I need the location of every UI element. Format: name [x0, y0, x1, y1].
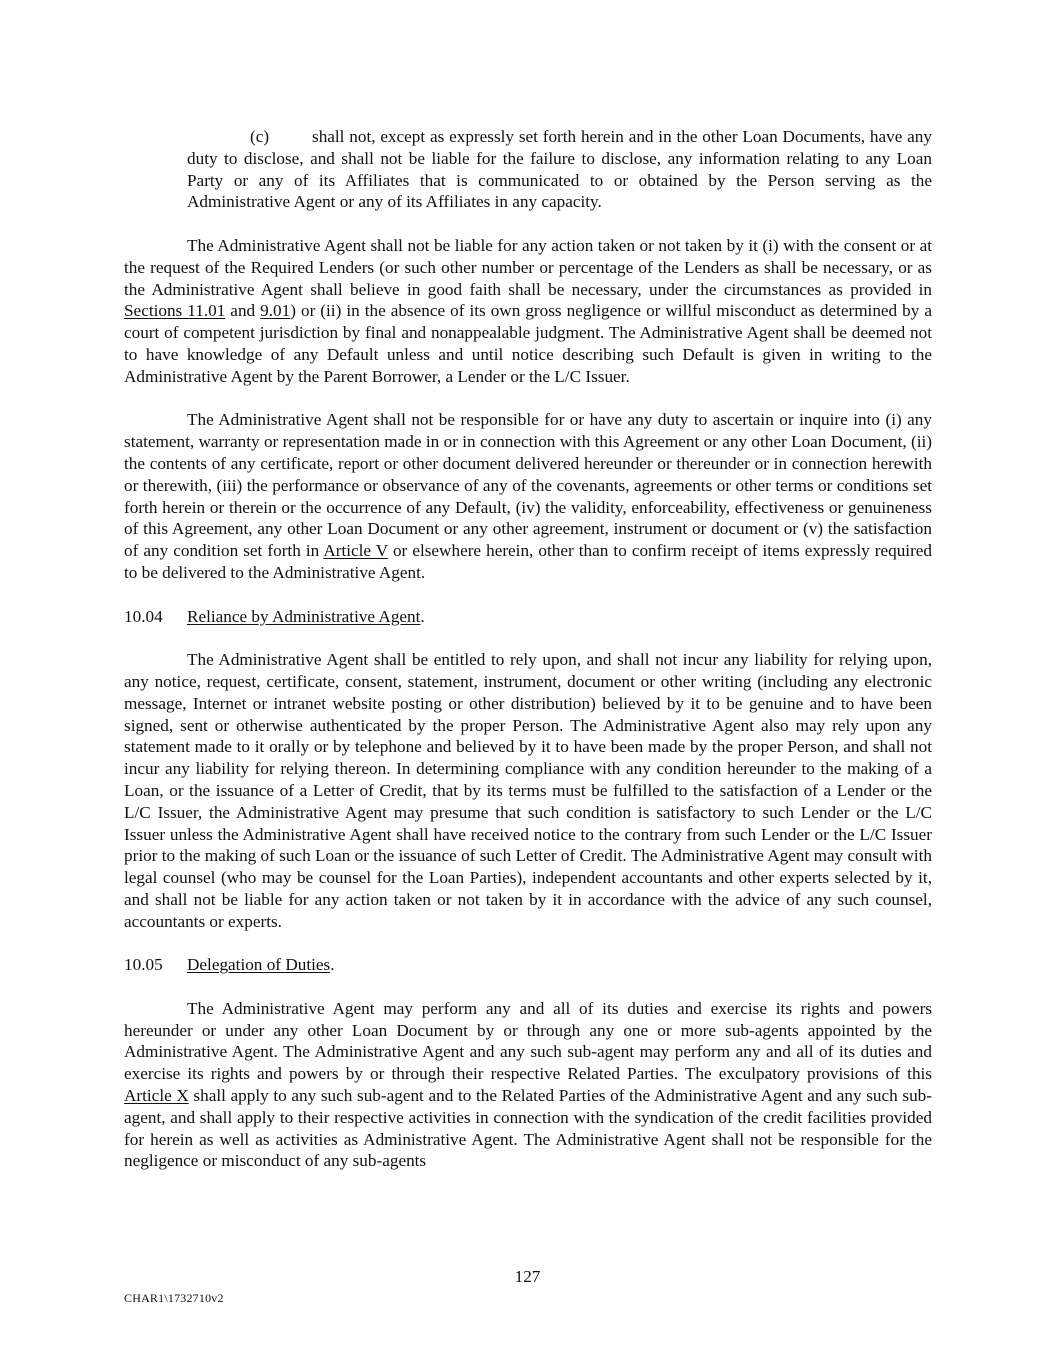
- link-section-9-01[interactable]: 9.01: [260, 301, 291, 321]
- paragraph-delegation: [124, 998, 932, 1172]
- paragraph-delegation-text-b: shall apply to any such sub-agent and to the Related Parties of the Administrative Agent and any such sub-agent, and shall apply to their respective activities in connection with the syndication of the credit facilities provided for herein as well as activities as Administrative Agent. The Administrative Agent shall not be responsible for the negligence or misconduct of any sub-agents: [124, 1086, 932, 1171]
- document-body: [124, 126, 932, 1194]
- link-article-v[interactable]: Article V: [323, 541, 388, 561]
- paragraph-responsibility-text-a: The Administrative Agent shall not be responsible for or have any duty to ascertain or inquire into (i) any statement, warranty or representation made in or in connection with this Agreement or any other Loan Document, (ii) the contents of any certificate, report or other document delivered hereunder or thereunder or in connection herewith or therewith, (iii) the performance or observance of any of the covenants, agreements or other terms or conditions set forth herein or therein or the occurrence of any Default, (iv) the validity, enforceability, effectiveness or genuineness of this Agreement, any other Loan Document or any other agreement, instrument or document or (v) the satisfaction of any condition set forth in: [124, 410, 932, 561]
- paragraph-liability: [124, 235, 932, 388]
- clause-c-first-line: shall not, except as expressly set forth herein and in the other Loan Documents,: [312, 127, 866, 146]
- paragraph-responsibility: [124, 409, 932, 583]
- paragraph-reliance: The Administrative Agent shall be entitled to rely upon, and shall not incur any liability for relying upon, any notice, request, certificate, consent, statement, instrument, document or other writing (including any electronic message, Internet or intranet website posting or other distribution) believed by it to be genuine and to have been signed, sent or otherwise authenticated by the proper Person. The Administrative Agent also may rely upon any statement made to it orally or by telephone and believed by it to have been made by the proper Person, and shall not incur any liability for relying thereon. In determining compliance with any condition hereunder to the making of a Loan, or the issuance of a Letter of Credit, that by its terms must be fulfilled to the satisfaction of a Lender or the L/C Issuer, the Administrative Agent may presume that such condition is satisfactory to such Lender or the L/C Issuer unless the Administrative Agent shall have received notice to the contrary from such Lender or the L/C Issuer prior to the making of such Loan or the issuance of such Letter of Credit. The Administrative Agent may consult with legal counsel (who may be counsel for the Loan Parties), independent accountants and other experts selected by it, and shall not be liable for any action taken or not taken by it in accordance with the advice of any such counsel, accountants or experts.: [124, 650, 932, 931]
- paragraph-liability-text-a: The Administrative Agent shall not be liable for any action taken or not taken by it (i) with the consent or at the request of the Required Lenders (or such other number or percentage of the Lenders as shall be necessary, or as the Administrative Agent shall believe in good faith shall be necessary, under the circumstances as provided in: [124, 235, 932, 299]
- section-title-10-05: Delegation of Duties: [187, 955, 331, 975]
- section-heading-10-04: [124, 606, 932, 628]
- clause-c: [124, 126, 932, 213]
- link-sections-11-01[interactable]: Sections 11.01: [124, 301, 226, 321]
- page-number: 127: [514, 1267, 541, 1286]
- paragraph-liability-text-b: and: [225, 301, 261, 321]
- section-title-10-04: Reliance by Administrative Agent: [187, 606, 421, 626]
- document-id: CHAR1\1732710v2: [124, 1291, 224, 1305]
- section-heading-10-05: [124, 954, 932, 976]
- paragraph-liability-text-c: ) or (ii) in the absence of its own gross negligence or willful misconduct as determined by a court of competent jurisdiction by final and nonappealable judgment. The Administrative Agent shall be deemed not to have knowledge of any Default unless and until notice describing such Default is given in writing to the Administrative Agent by the Parent Borrower, a Lender or the L/C Issuer.: [124, 301, 932, 386]
- section-period-10-04: .: [420, 606, 425, 626]
- paragraph-responsibility-text-b: or elsewhere herein, other than to confirm receipt of items expressly required to be delivered to the Administrative Agent.: [124, 541, 933, 582]
- paragraph-delegation-text-a: The Administrative Agent may perform any and all of its duties and exercise its rights and powers hereunder or under any other Loan Document by or through any one or more sub-agents appointed by the Administrative Agent. The Administrative Agent and any such sub-agent may perform any and all of its duties and exercise its rights and powers by or through their respective Related Parties. The exculpatory provisions of this: [124, 998, 932, 1084]
- clause-c-rest: have any duty to disclose, and shall not be liable for the failure to disclose, any information relating to any Loan Party or any of its Affiliates that is communicated to or obtained by the Person serving as the Administrative Agent or any of its Affiliates in any capacity.: [187, 127, 932, 212]
- section-number-10-04: 10.04: [124, 606, 163, 626]
- clause-c-label: (c): [250, 127, 270, 146]
- section-period-10-05: .: [330, 955, 335, 975]
- section-number-10-05: 10.05: [124, 955, 163, 975]
- link-article-x[interactable]: Article X: [124, 1086, 189, 1106]
